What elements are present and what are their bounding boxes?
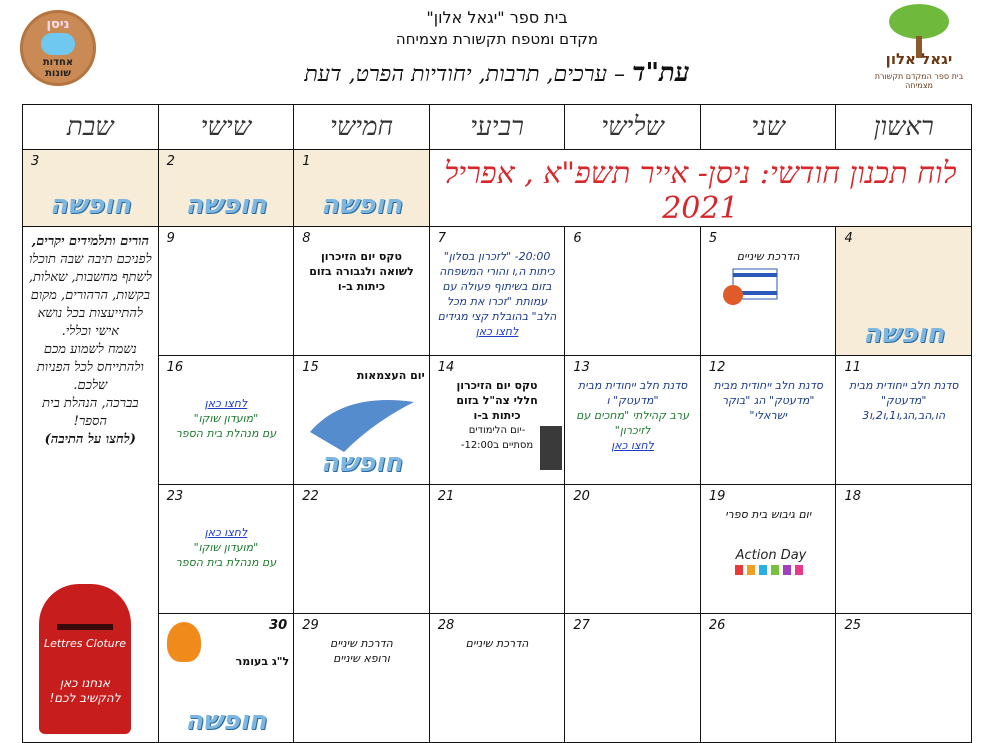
calendar-week-2 (23, 356, 972, 485)
weekday-monday: שני (700, 105, 836, 150)
day-number: 27 (573, 618, 590, 633)
day-cell-15 (294, 356, 430, 485)
sheep-icon (41, 33, 75, 55)
day-number: 6 (573, 231, 582, 246)
memorial-candle-icon (540, 426, 562, 470)
weekday-friday: שישי (158, 105, 294, 150)
calendar-week-3 (23, 485, 972, 614)
greeting-body2: נשמח לשמוע מכם ולהתייחס לכל הפניות שלכם. (36, 342, 144, 393)
day-number: 14 (437, 360, 455, 375)
event-text (298, 249, 425, 294)
event-body: כיתות ה,ו והורי המשפחה בזום בשיתוף פעולה עם עמותת "זכרו את מכל הלב" בהובלת קצי מגידים (437, 265, 557, 323)
event-text (434, 249, 561, 339)
event-text (163, 525, 290, 570)
event-line: ערב קהילתי "מחכים עם לזיכרון" (576, 409, 689, 437)
event-link[interactable]: לחצו כאן (475, 325, 519, 338)
greeting-text (27, 233, 154, 449)
event-line: טקס יום הזיכרון (320, 250, 402, 263)
day-cell-20 (565, 485, 701, 614)
event-text (298, 636, 425, 666)
event-link[interactable]: לחצו כאן (204, 526, 248, 539)
event-text: ל"ג בעומר (235, 655, 290, 668)
month-banner-cell (429, 150, 971, 227)
event-line: לשואה ולגבורה בזום (309, 265, 414, 278)
school-subtitle: מקדם ומטפח תקשורת מצמיחה (395, 30, 599, 48)
greeting-cell (23, 227, 159, 743)
monthly-calendar (22, 104, 972, 743)
weekday-thursday: חמישי (294, 105, 430, 150)
greeting-sign: בברכה, הנהלת בית הספר! (42, 396, 139, 429)
day-cell-6 (565, 227, 701, 356)
day-cell-8 (294, 227, 430, 356)
calendar-week-4 (23, 614, 972, 743)
day-number: 20 (573, 489, 590, 504)
day-number: 5 (708, 231, 718, 246)
day-number: 28 (437, 618, 455, 633)
action-day-logo (731, 529, 811, 577)
event-line: "מועדון שוקו" (193, 541, 259, 554)
day-cell-4 (836, 227, 972, 356)
day-number: 4 (844, 231, 853, 246)
day-number: 16 (166, 360, 184, 375)
nisan-logo-title: ניסן (46, 17, 70, 32)
day-number: 21 (437, 489, 455, 504)
day-number: 8 (302, 231, 311, 246)
day-cell-11 (836, 356, 972, 485)
day-cell-23 (158, 485, 294, 614)
nisan-logo-caption: אחדות שונות (42, 57, 74, 79)
day-cell-30 (158, 614, 294, 743)
logo-name: יגאל אלון (885, 50, 953, 68)
mailbox-button[interactable] (39, 584, 131, 734)
event-link[interactable]: לחצו כאן (611, 439, 654, 452)
calendar-week-0 (23, 150, 972, 227)
values-line (0, 58, 994, 88)
page-header (0, 0, 994, 100)
weekday-wednesday: רביעי (429, 105, 565, 150)
event-text (163, 396, 290, 441)
day-cell-13 (565, 356, 701, 485)
day-cell-16 (158, 356, 294, 485)
action-day-text: Action Day (735, 548, 807, 563)
weekday-sunday: ראשון (836, 105, 972, 150)
day-number: 25 (844, 618, 861, 633)
day-cell-2 (158, 150, 294, 227)
greeting-body: לפניכם תיבה שבה תוכלו לשתף מחשבות, שאלות, בקשות, הרהורים, מקום להתייעצות בכל נושא אישי וכללי. (28, 252, 152, 339)
event-line: כיתות ב-ו (473, 409, 521, 422)
day-number: 13 (573, 360, 590, 375)
holiday-label: חופשה (185, 706, 267, 736)
day-number: 29 (302, 618, 319, 633)
event-line: מסתיים ב12:00- (460, 440, 534, 451)
event-text: הדרכת שיניים (465, 637, 529, 650)
day-number: 3 (31, 154, 40, 169)
event-line: סדנת חלב ייחודית מבית "מדעטק" ו (577, 379, 688, 407)
event-link[interactable]: לחצו כאן (204, 397, 248, 410)
day-cell-19 (700, 485, 836, 614)
day-cell-14 (429, 356, 565, 485)
day-cell-22 (294, 485, 430, 614)
weekday-tuesday: שלישי (565, 105, 701, 150)
day-number: 19 (708, 489, 726, 504)
mailbox-label: Lettres Cloture (43, 637, 127, 650)
day-cell-5 (700, 227, 836, 356)
event-text: סדנת חלב ייחודית מבית "מדעטק" הג "בוקר ישראלי" (713, 379, 823, 422)
day-cell-3 (23, 150, 159, 227)
day-number: 1 (302, 154, 311, 169)
weekday-header-row (23, 105, 972, 150)
day-number: 7 (437, 231, 447, 246)
event-line: "מועדון שוקו" (193, 412, 259, 425)
day-cell-26 (700, 614, 836, 743)
israel-flag-icon (719, 265, 779, 307)
event-text (569, 378, 696, 453)
mailbox-text: אנחנו כאן להקשיב לכם! (49, 676, 121, 705)
day-number: 23 (166, 489, 184, 504)
weekday-saturday: שבת (23, 105, 159, 150)
independence-day-icon (304, 382, 420, 458)
holiday-label: חופשה (49, 190, 131, 220)
day-number: 12 (708, 360, 726, 375)
day-cell-18 (836, 485, 972, 614)
day-cell-7 (429, 227, 565, 356)
logo-tagline: בית ספר המקדם תקשורת מצמיחה (874, 72, 964, 90)
event-line: טקס יום הזיכרון (456, 379, 538, 392)
day-number: 26 (708, 618, 726, 633)
event-time: 20:00- "לזכרון בסלון" (443, 250, 551, 263)
values-acronym: עת"ד (632, 58, 690, 88)
event-line: חללי צה"ל בזום (456, 394, 538, 407)
values-text: – ערכים, תרבות, יחודיות הפרט, דעת (304, 62, 633, 87)
holiday-label: חופשה (863, 319, 945, 349)
day-number: 22 (302, 489, 319, 504)
day-number: 2 (166, 154, 175, 169)
holiday-label: חופשה (320, 190, 403, 220)
day-cell-27 (565, 614, 701, 743)
event-line: ורופא שיניים (333, 652, 390, 665)
event-line: כיתות ב-ו (337, 280, 386, 293)
day-number: 18 (844, 489, 861, 504)
school-name: בית ספר "יגאל אלון" (426, 8, 568, 27)
day-number: 30 (269, 618, 288, 633)
day-cell-9 (158, 227, 294, 356)
day-cell-28 (429, 614, 565, 743)
day-cell-29 (294, 614, 430, 743)
event-text: הדרכת שיניים (736, 250, 800, 263)
day-cell-21 (429, 485, 565, 614)
event-line: עם מנהלת בית הספר (175, 556, 277, 569)
holiday-label: חופשה (185, 190, 267, 220)
event-line: הדרכת שיניים (330, 637, 393, 650)
mailbox-slot (57, 624, 113, 630)
event-line: עם מנהלת בית הספר (175, 427, 277, 440)
calendar-week-1 (23, 227, 972, 356)
day-cell-1 (294, 150, 430, 227)
holiday-label: חופשה (320, 448, 403, 478)
nisan-logo (20, 10, 96, 86)
day-number: 11 (844, 360, 861, 375)
day-number: 9 (166, 231, 175, 246)
event-text: יום גיבוש בית ספרי (725, 508, 812, 521)
month-banner: לוח תכנון חודשי: ניסן- אייר תשפ"א , אפריל 2021 (444, 156, 957, 226)
greeting-title: הורים ותלמידים יקרים, (31, 234, 149, 249)
event-line: -יום הלימודים (468, 425, 526, 436)
greeting-cta: (לחצו על התיבה) (44, 432, 136, 447)
day-cell-12 (700, 356, 836, 485)
day-number: 15 (302, 360, 319, 375)
event-text: יום העצמאות (356, 369, 425, 382)
day-cell-25 (836, 614, 972, 743)
event-text: סדנת חלב ייחודית מבית "מדעטק" הו,הב,הג,ו1,ו2,ו3 (849, 379, 959, 422)
